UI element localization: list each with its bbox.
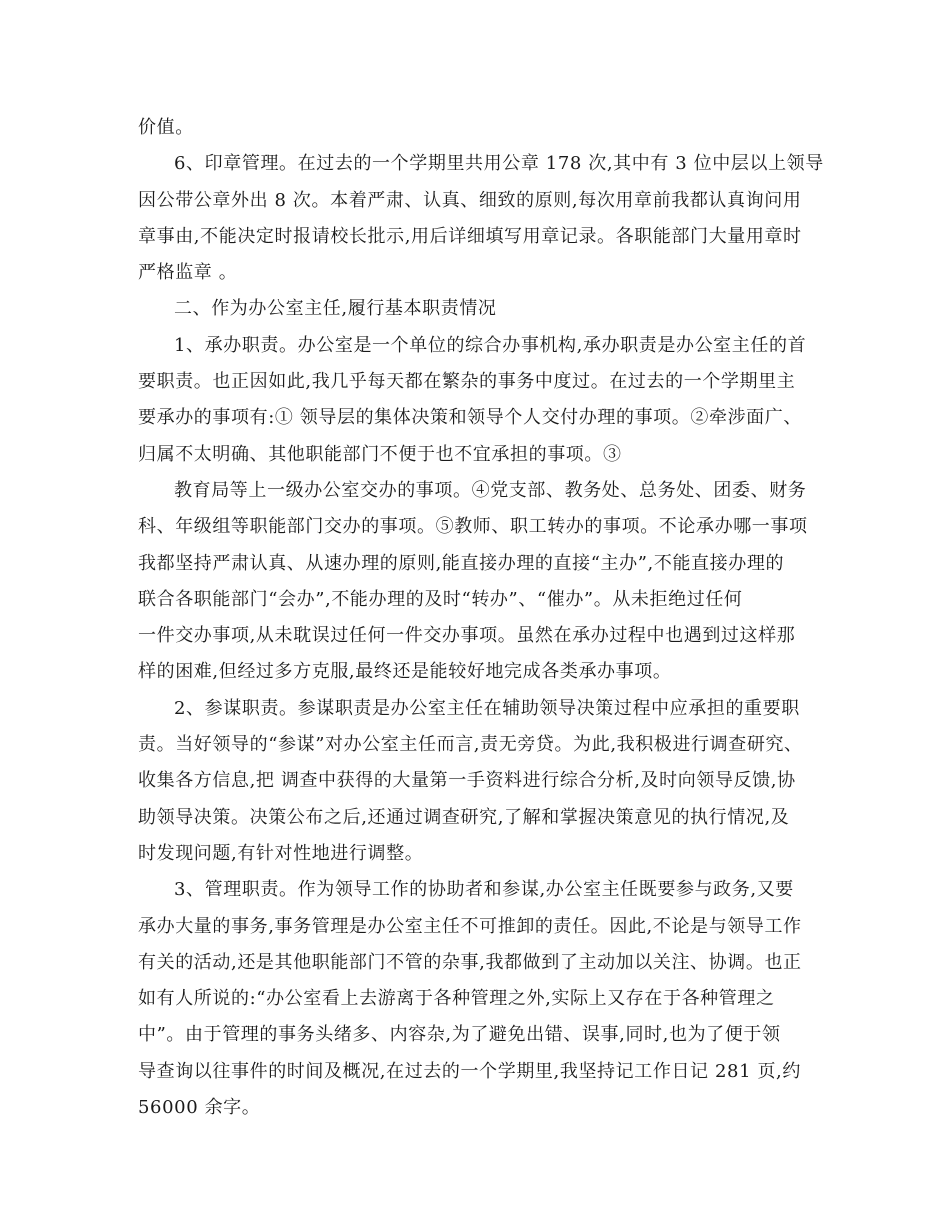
paragraph-line: 要承办的事项有:① 领导层的集体决策和领导个人交付办理的事项。②牵涉面广、 — [138, 407, 802, 429]
paragraph-line: 时发现问题,有针对性地进行调整。 — [138, 842, 424, 864]
paragraph-p6 — [138, 872, 818, 1126]
paragraph-p4 — [138, 473, 818, 691]
paragraph-line: 有关的活动,还是其他职能部门不管的杂事,我都做到了主动加以关注、协调。也正 — [138, 951, 802, 973]
paragraph-line: 严格监章 。 — [138, 262, 238, 284]
document-body — [138, 110, 824, 1126]
paragraph-line: 2、参谋职责。参谋职责是办公室主任在辅助领导决策过程中应承担的重要职 — [174, 697, 800, 719]
paragraph-line: 收集各方信息,把 调查中获得的大量第一手资料进行综合分析,及时向领导反馈,协 — [138, 770, 796, 792]
paragraph-line: 教育局等上一级办公室交办的事项。④党支部、教务处、总务处、团委、财务 — [174, 479, 807, 501]
paragraph-line: 样的困难,但经过多方克服,最终还是能较好地完成各类承办事项。 — [138, 661, 672, 683]
paragraph-p0 — [138, 110, 818, 146]
paragraph-line: 如有人所说的:“办公室看上去游离于各种管理之外,实际上又存在于各种管理之 — [138, 988, 775, 1010]
paragraph-line: 3、管理职责。作为领导工作的协助者和参谋,办公室主任既要参与政务,又要 — [174, 879, 794, 901]
paragraph-p5 — [138, 691, 818, 872]
paragraph-line: 1、承办职责。办公室是一个单位的综合办事机构,承办职责是办公室主任的首 — [174, 334, 807, 356]
paragraph-p3 — [138, 328, 818, 473]
paragraph-p1 — [138, 146, 824, 291]
paragraph-line: 科、年级组等职能部门交办的事项。⑤教师、职工转办的事项。不论承办哪一事项 — [138, 516, 808, 538]
paragraph-line: 承办大量的事务,事务管理是办公室主任不可推卸的责任。因此,不论是与领导工作 — [138, 915, 802, 937]
paragraph-line: 因公带公章外出 8 次。本着严肃、认真、细致的原则,每次用章前我都认真询问用 — [138, 189, 802, 211]
paragraph-line: 中”。由于管理的事务头绪多、内容杂,为了避免出错、误事,同时,也为了便于领 — [138, 1024, 781, 1046]
paragraph-line: 二、作为办公室主任,履行基本职责情况 — [174, 298, 497, 320]
paragraph-line: 6、印章管理。在过去的一个学期里共用公章 178 次,其中有 3 位中层以上领导 — [174, 153, 824, 175]
paragraph-line: 导查询以往事件的时间及概况,在过去的一个学期里,我坚持记工作日记 281 页,约 — [138, 1060, 801, 1082]
paragraph-line: 章事由,不能决定时报请校长批示,用后详细填写用章记录。各职能部门大量用章时 — [138, 225, 802, 247]
paragraph-p2 — [138, 291, 818, 327]
paragraph-line: 一件交办事项,从未耽误过任何一件交办事项。虽然在承办过程中也遇到过这样那 — [138, 625, 796, 647]
paragraph-line: 归属不太明确、其他职能部门不便于也不宜承担的事项。③ — [138, 443, 622, 465]
paragraph-line: 我都坚持严肃认真、从速办理的原则,能直接办理的直接“主办”,不能直接办理的 — [138, 552, 785, 574]
paragraph-line: 联合各职能部门“会办”,不能办理的及时“转办”、“催办”。从未拒绝过任何 — [138, 588, 743, 610]
paragraph-line: 价值。 — [138, 117, 194, 138]
paragraph-line: 助领导决策。决策公布之后,还通过调查研究,了解和掌握决策意见的执行情况,及 — [138, 806, 790, 828]
paragraph-line: 要职责。也正因如此,我几乎每天都在繁杂的事务中度过。在过去的一个学期里主 — [138, 371, 796, 393]
paragraph-line: 56000 余字。 — [138, 1097, 261, 1119]
paragraph-line: 责。当好领导的“参谋”对办公室主任而言,责无旁贷。为此,我积极进行调查研究、 — [138, 734, 803, 756]
